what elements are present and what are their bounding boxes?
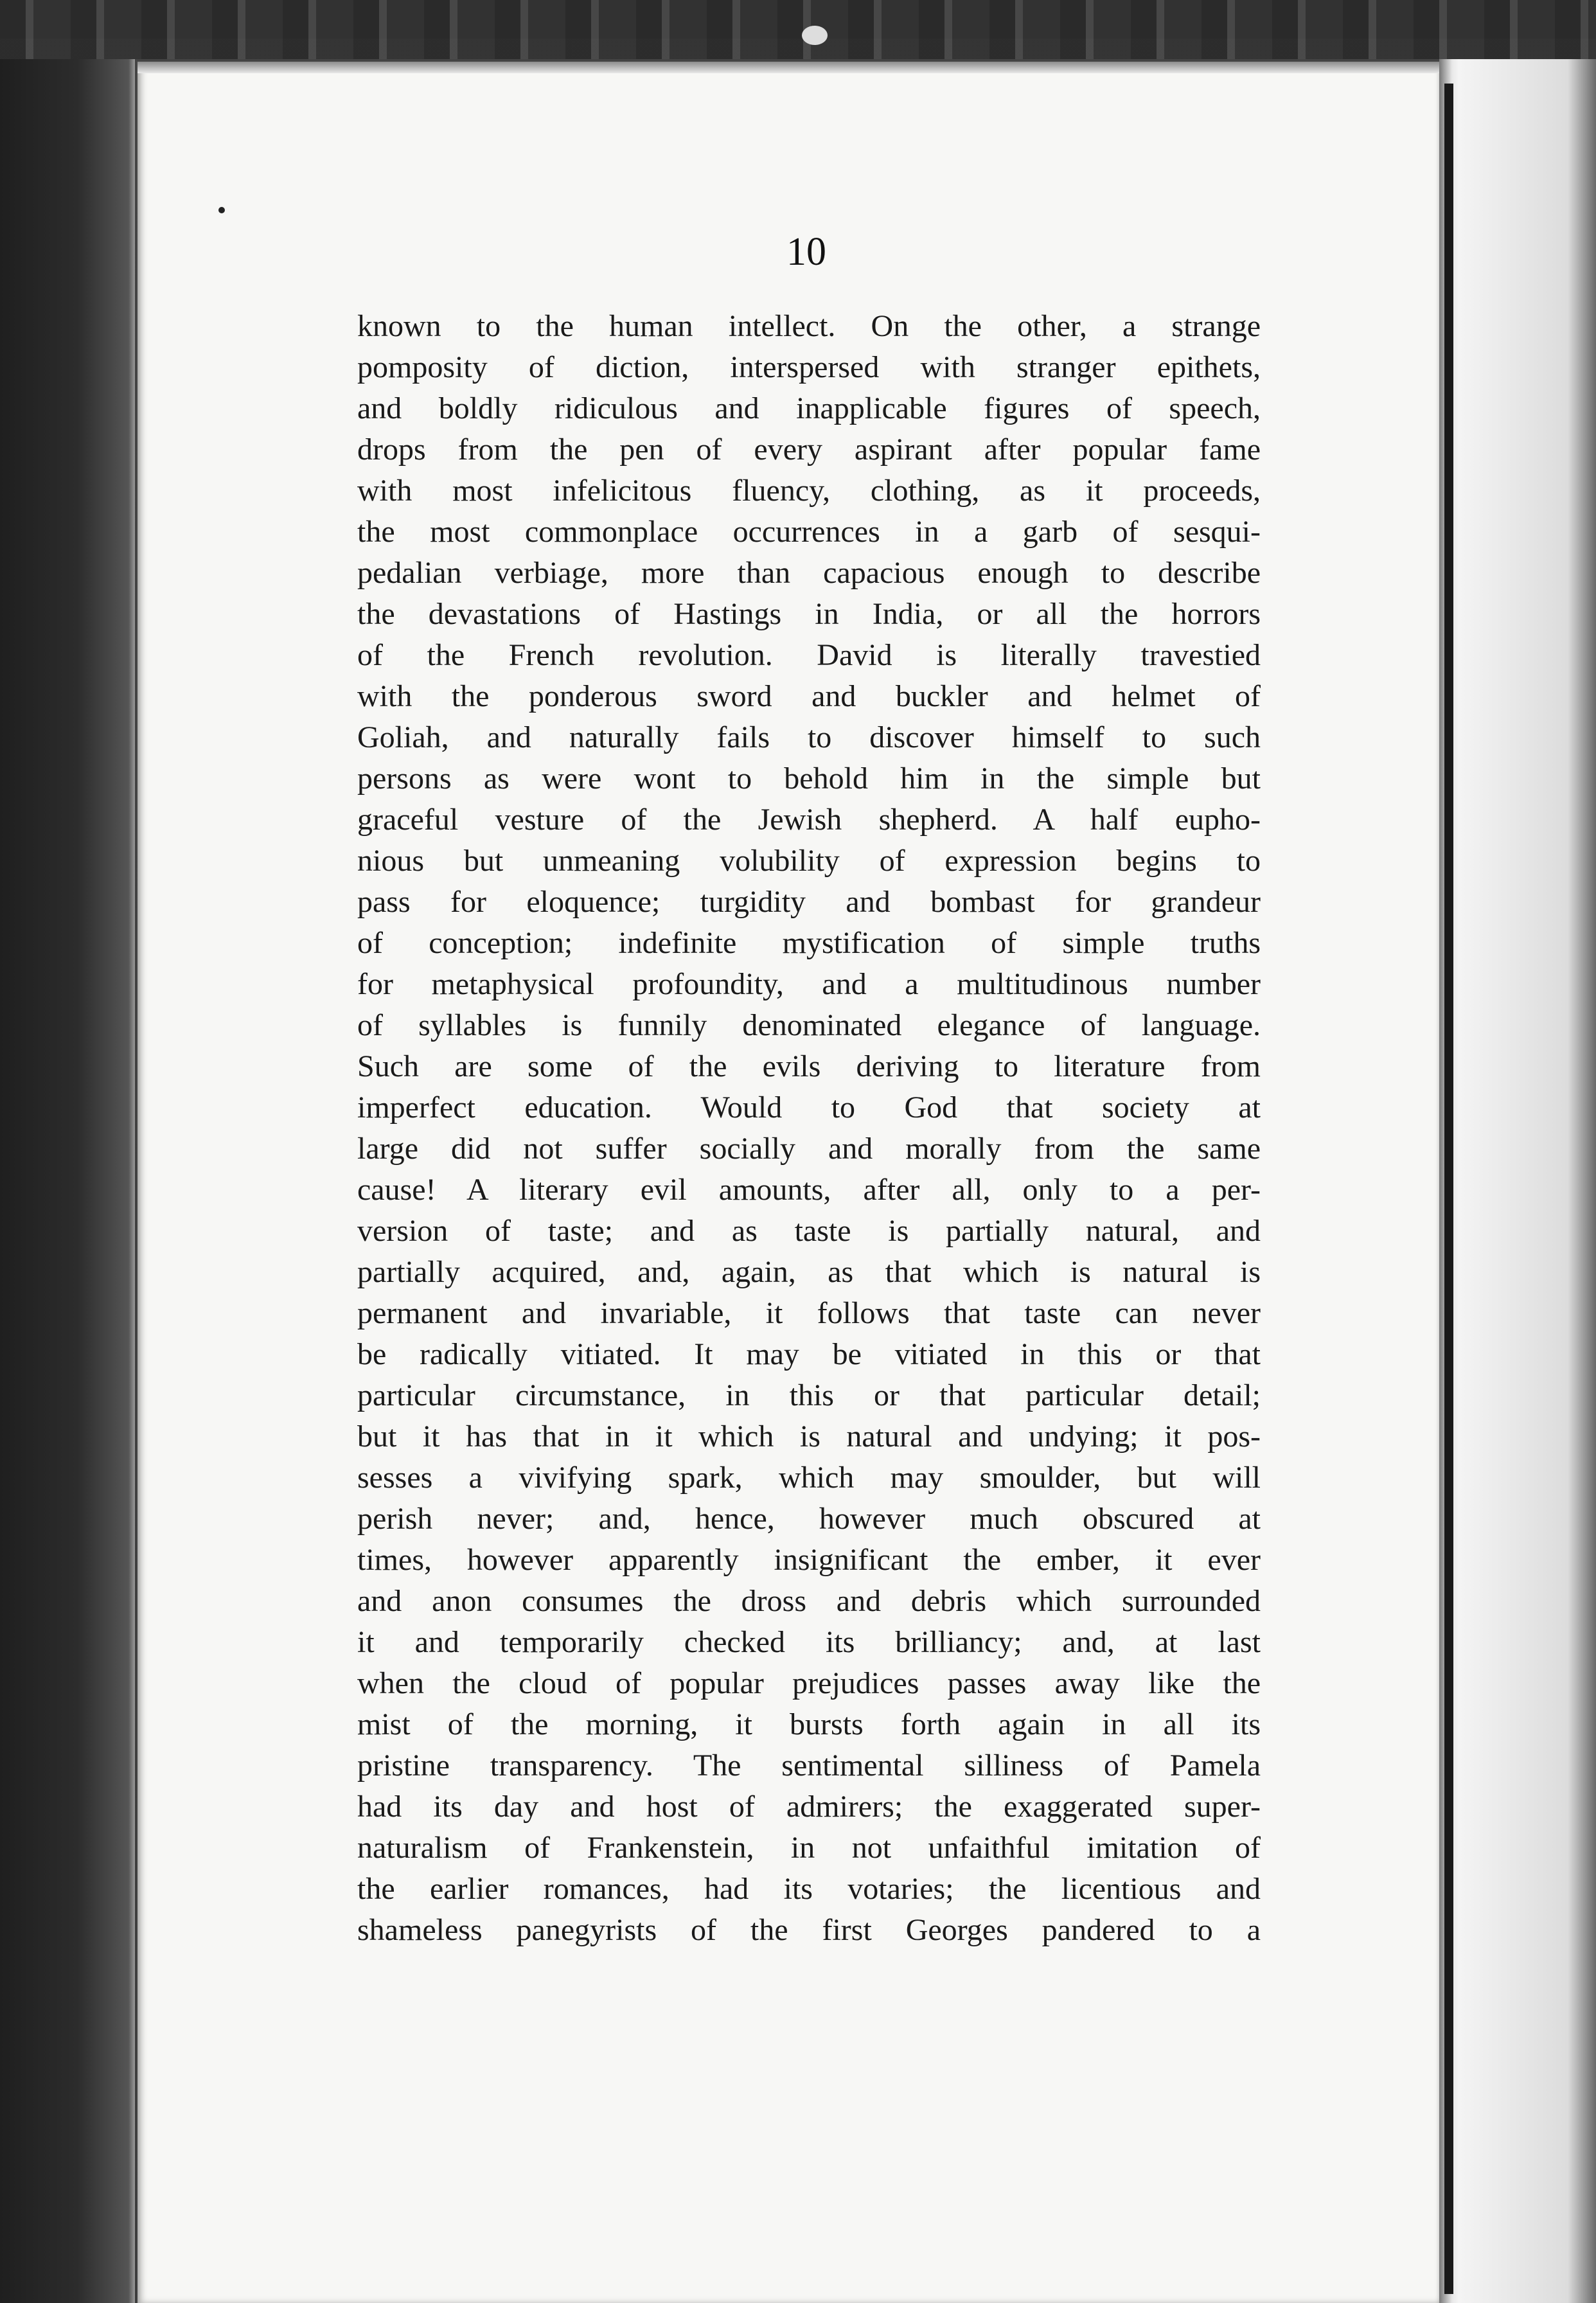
text-line: the most commonplace occurrences in a garb of sesqui- — [357, 515, 1261, 549]
text-line: partially acquired, and, again, as that which is natural is — [357, 1255, 1261, 1289]
text-line: and anon consumes the dross and debris which surrounded — [357, 1584, 1261, 1618]
text-line: naturalism of Frankenstein, in not unfaithful imitation of — [357, 1831, 1261, 1865]
text-line: it and temporarily checked its brilliancy; and, at last — [357, 1625, 1261, 1659]
text-line: Such are some of the evils deriving to literature from — [357, 1049, 1261, 1083]
text-line: with the ponderous sword and buckler and helmet of — [357, 679, 1261, 713]
text-line: pedalian verbiage, more than capacious enough to describe — [357, 556, 1261, 590]
text-line: times, however apparently insignificant the ember, it ever — [357, 1543, 1261, 1577]
left-gutter — [0, 59, 135, 2303]
text-line: with most infelicitous fluency, clothing, as it proceeds, — [357, 474, 1261, 508]
text-line: but it has that in it which is natural and undying; it pos- — [357, 1419, 1261, 1454]
text-line: mist of the morning, it bursts forth again in all its — [357, 1707, 1261, 1741]
text-line: had its day and host of admirers; the exaggerated super- — [357, 1790, 1261, 1824]
text-line: of syllables is funnily denominated elegance of language. — [357, 1008, 1261, 1042]
text-line: large did not suffer socially and morally from the same — [357, 1132, 1261, 1166]
text-line: perish never; and, hence, however much obscured at — [357, 1502, 1261, 1536]
text-line: persons as were wont to behold him in the simple but — [357, 761, 1261, 796]
text-line: drops from the pen of every aspirant after popular fame — [357, 432, 1261, 467]
text-line: sesses a vivifying spark, which may smoulder, but will — [357, 1461, 1261, 1495]
scan-top-strip — [0, 0, 1596, 59]
text-line: imperfect education. Would to God that society at — [357, 1090, 1261, 1125]
page-top-edge — [137, 62, 1439, 73]
text-line: be radically vitiated. It may be vitiated in this or that — [357, 1337, 1261, 1371]
ink-speck — [218, 207, 225, 213]
text-line: permanent and invariable, it follows that taste can never — [357, 1296, 1261, 1330]
text-line: known to the human intellect. On the other, a strange — [357, 309, 1261, 343]
text-line: when the cloud of popular prejudices passes away like the — [357, 1666, 1261, 1700]
text-line: and boldly ridiculous and inapplicable figures of speech, — [357, 391, 1261, 425]
text-line: pomposity of diction, interspersed with stranger epithets, — [357, 350, 1261, 384]
text-line: of the French revolution. David is literally travestied — [357, 638, 1261, 672]
right-gutter — [1439, 59, 1596, 2303]
scan-blot — [802, 26, 828, 45]
text-line: particular circumstance, in this or that particular detail; — [357, 1378, 1261, 1412]
text-line: shameless panegyrists of the first Georges pandered to a — [357, 1913, 1261, 1947]
text-line: graceful vesture of the Jewish shepherd. A half eupho- — [357, 803, 1261, 837]
text-line: for metaphysical profoundity, and a multitudinous number — [357, 967, 1261, 1001]
text-line: cause! A literary evil amounts, after all, only to a per- — [357, 1173, 1261, 1207]
right-page-edge — [1444, 84, 1453, 2294]
text-line: Goliah, and naturally fails to discover himself to such — [357, 720, 1261, 754]
text-line: the devastations of Hastings in India, or all the horrors — [357, 597, 1261, 631]
body-text — [357, 306, 1261, 2002]
text-line: the earlier romances, had its votaries; the licentious and — [357, 1872, 1261, 1906]
text-line: nious but unmeaning volubility of expression begins to — [357, 844, 1261, 878]
text-line: pass for eloquence; turgidity and bombast for grandeur — [357, 885, 1261, 919]
page-number: 10 — [786, 230, 826, 274]
text-line: version of taste; and as taste is partially natural, and — [357, 1214, 1261, 1248]
text-line: pristine transparency. The sentimental silliness of Pamela — [357, 1748, 1261, 1783]
text-line: of conception; indefinite mystification of simple truths — [357, 926, 1261, 960]
